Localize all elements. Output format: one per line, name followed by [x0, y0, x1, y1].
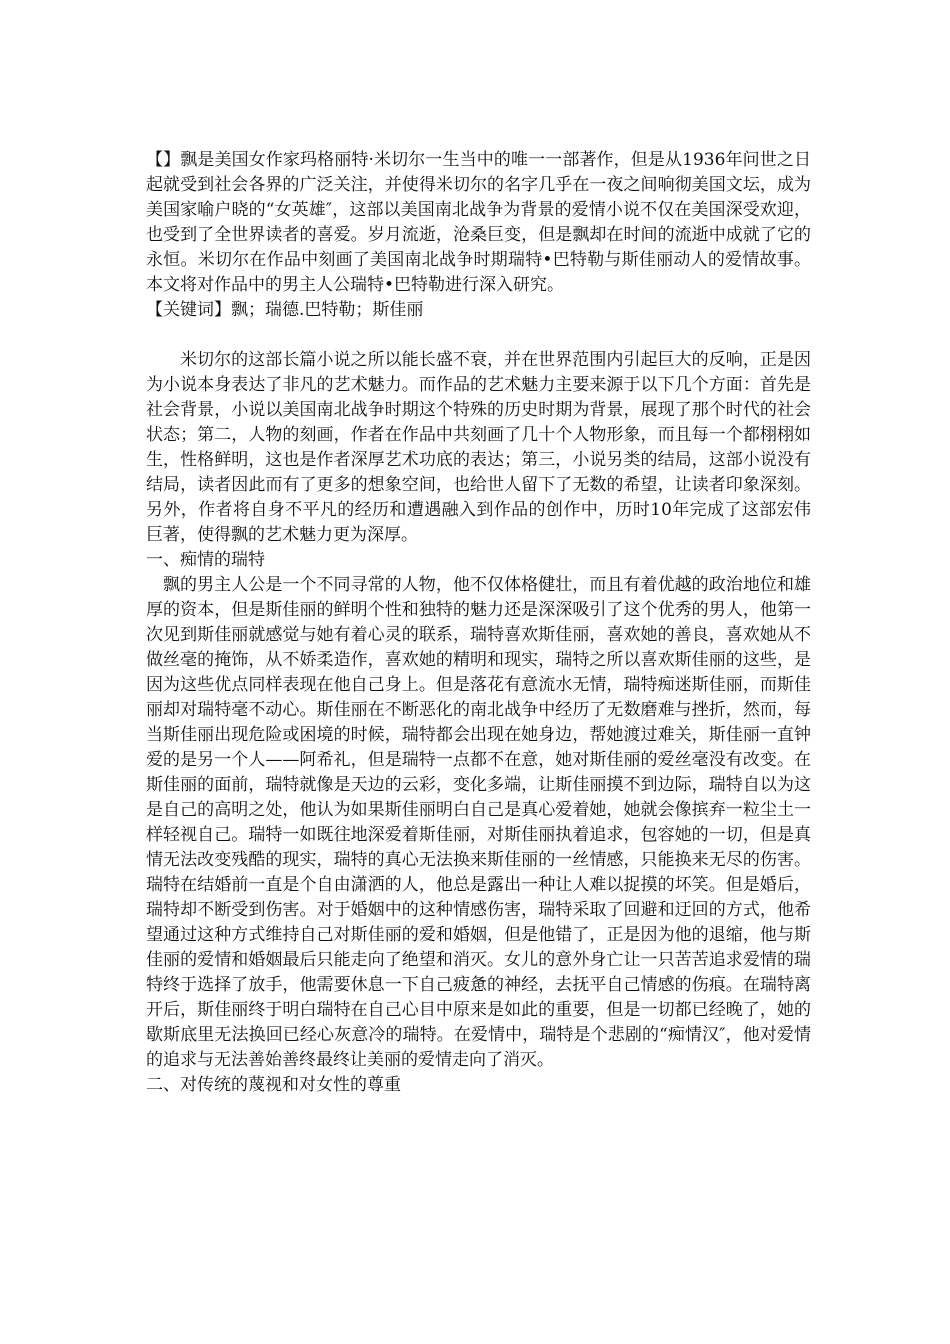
abstract-block	[146, 148, 811, 323]
section-1	[146, 548, 811, 1073]
section-1-heading: 一、痴情的瑞特	[146, 550, 265, 570]
section-2	[146, 1073, 811, 1098]
section-1-paragraph: 飘的男主人公是一个不同寻常的人物，他不仅体格健壮，而且有着优越的政治地位和雄厚的资本，但是斯佳丽的鲜明个性和独特的魅力还是深深吸引了这个优秀的男人，他第一次见到斯佳丽就感觉与她有着心灵的联系，瑞特喜欢斯佳丽，喜欢她的善良，喜欢她从不做丝毫的掩饰，从不娇柔造作，喜欢她的精明和现实，瑞特之所以喜欢斯佳丽的这些，是因为这些优点同样表现在他自己身上。但是落花有意流水无情，瑞特痴迷斯佳丽，而斯佳丽却对瑞特毫不动心。斯佳丽在不断恶化的南北战争中经历了无数磨难与挫折，然而，每当斯佳丽出现危险或困境的时候，瑞特都会出现在她身边，帮她渡过难关，斯佳丽一直钟爱的是另一个人——阿希礼，但是瑞特一点都不在意，她对斯佳丽的爱丝毫没有改变。在斯佳丽的面前，瑞特就像是天边的云彩，变化多端，让斯佳丽摸不到边际，瑞特自以为这是自己的高明之处，他认为如果斯佳丽明白自己是真心爱着她，她就会像摈弃一粒尘土一样轻视自己。瑞特一如既往地深爱着斯佳丽，对斯佳丽执着追求，包容她的一切，但是真情无法改变残酷的现实，瑞特的真心无法换来斯佳丽的一丝情感，只能换来无尽的伤害。瑞特在结婚前一直是个自由潇洒的人，他总是露出一种让人难以捉摸的坏笑。但是婚后，瑞特却不断受到伤害。对于婚姻中的这种情感伤害，瑞特采取了回避和迂回的方式，他希望通过这种方式维持自己对斯佳丽的爱和婚姻，但是他错了，正是因为他的退缩，他与斯佳丽的爱情和婚姻最后只能走向了绝望和消灭。女儿的意外身亡让一只苦苦追求爱情的瑞特终于选择了放手，他需要休息一下自己疲惫的神经，去抚平自己情感的伤痕。在瑞特离开后，斯佳丽终于明白瑞特在自己心目中原来是如此的重要，但是一切都已经晚了，她的歇斯底里无法换回已经心灰意冷的瑞特。在爱情中，瑞特是个悲剧的“痴情汉″，他对爱情的追求与无法善始善终最终让美丽的爱情走向了消灭。	[146, 575, 811, 1070]
abstract-text: 【】飘是美国女作家玛格丽特·米切尔一生当中的唯一一部著作，但是从1936年问世之日起就受到社会各界的广泛关注，并使得米切尔的名字几乎在一夜之间响彻美国文坛，成为美国家喻户晓的“女英雄″，这部以美国南北战争为背景的爱情小说不仅在美国深受欢迎，也受到了全世界读者的喜爱。岁月流逝，沧桑巨变，但是飘却在时间的流逝中成就了它的永恒。米切尔在作品中刻画了美国南北战争时期瑞特•巴特勒与斯佳丽动人的爱情故事。本文将对作品中的男主人公瑞特•巴特勒进行深入研究。	[146, 150, 811, 295]
section-2-heading: 二、对传统的蔑视和对女性的尊重	[146, 1075, 401, 1095]
document-page	[146, 148, 811, 1098]
intro-section	[146, 348, 811, 548]
intro-paragraph: 米切尔的这部长篇小说之所以能长盛不衰，并在世界范围内引起巨大的反响，正是因为小说本身表达了非凡的艺术魅力。而作品的艺术魅力主要来源于以下几个方面：首先是社会背景，小说以美国南北战争时期这个特殊的历史时期为背景，展现了那个时代的社会状态；第二，人物的刻画，作者在作品中共刻画了几十个人物形象，而且每一个都栩栩如生，性格鲜明，这也是作者深厚艺术功底的表达；第三，小说另类的结局，这部小说没有结局，读者因此而有了更多的想象空间，也给世人留下了无数的希望，让读者印象深刻。另外，作者将自身不平凡的经历和遭遇融入到作品的创作中，历时10年完成了这部宏伟巨著，使得飘的艺术魅力更为深厚。	[146, 350, 811, 545]
keywords-line: 【关键词】飘；瑞德.巴特勒；斯佳丽	[146, 300, 424, 320]
blank-line	[146, 323, 811, 348]
